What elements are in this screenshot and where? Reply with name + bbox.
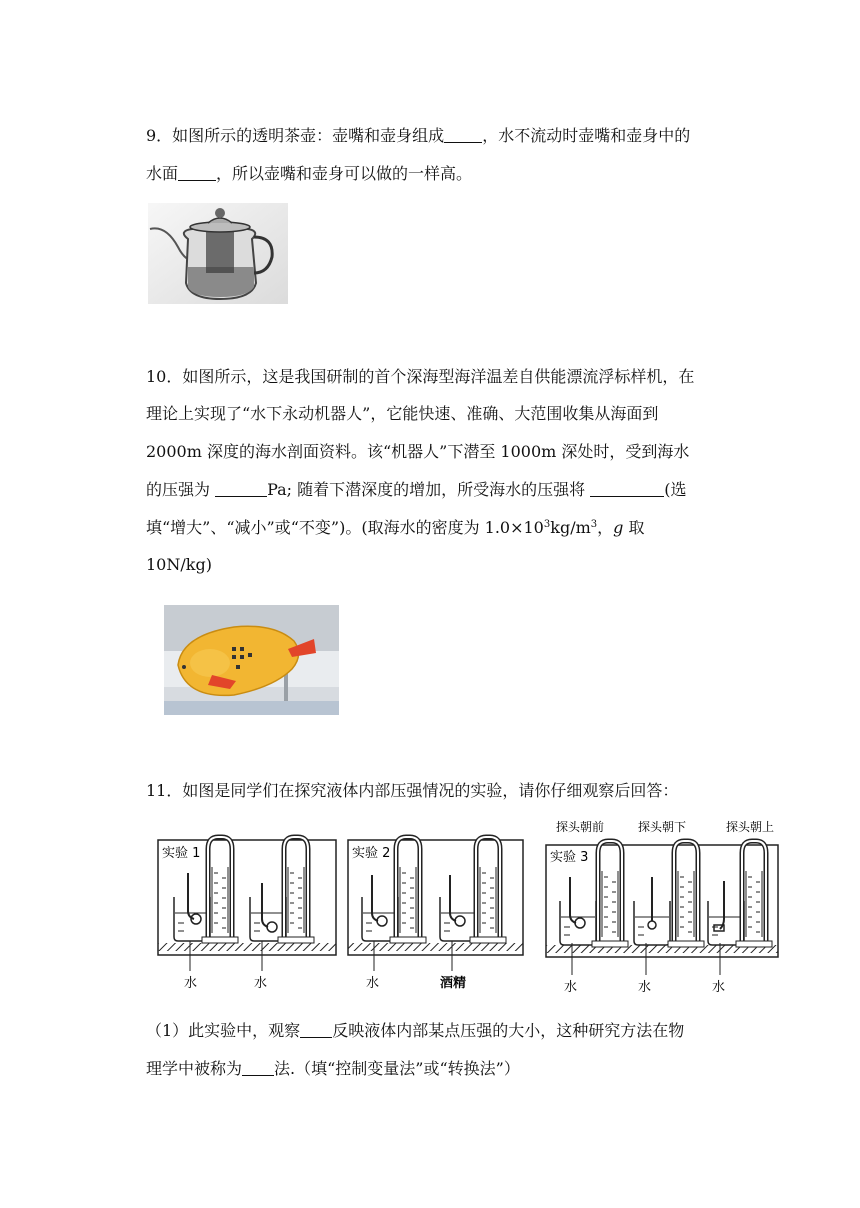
answer-blank — [300, 1021, 332, 1038]
liquid-label: 酒精 — [440, 976, 467, 991]
answer-blank — [590, 480, 664, 497]
answer-blank — [178, 164, 216, 181]
q9-line1: 9．如图所示的透明茶壶：壶嘴和壶身组成 ，水不流动时壶嘴和壶身中的 — [146, 126, 691, 145]
probe-front-label: 探头朝前 — [556, 820, 605, 834]
experiment-figure — [150, 815, 790, 1000]
liquid-label: 水 — [184, 976, 198, 991]
q9-line2: 水面 ，所以壶嘴和壶身可以做的一样高。 — [146, 164, 473, 183]
probe-up-label: 探头朝上 — [726, 820, 775, 834]
robot-photo — [164, 605, 339, 715]
q10-line6: 10N/kg) — [146, 555, 212, 574]
panel3-label: 实验 3 — [550, 850, 589, 865]
q11-sub1-line1: （1）此实验中，观察 反映液体内部某点压强的大小，这种研究方法在物 — [146, 1021, 685, 1040]
q11-sub1-line2: 理学中被称为 法.（填“控制变量法”或“转换法”） — [146, 1059, 520, 1078]
answer-blank — [444, 126, 482, 143]
liquid-label: 水 — [366, 976, 380, 991]
answer-blank — [215, 480, 267, 497]
q10-line5: 填“增大”、“减小”或“不变”)。(取海水的密度为 $1.0\times 10^3kg/m^3$，g 取 — [146, 518, 645, 537]
answer-blank — [242, 1059, 274, 1076]
q10-line1: 10．如图所示，这是我国研制的首个深海型海洋温差自供能漂流浮标样机，在 — [146, 367, 695, 386]
q10-line2: 理论上实现了“水下永动机器人”，它能快速、准确、大范围收集从海面到 — [146, 404, 659, 423]
liquid-label: 水 — [712, 980, 726, 995]
liquid-label: 水 — [638, 980, 652, 995]
teapot-photo — [148, 203, 288, 304]
q10-line4: 的压强为 Pa; 随着下潜深度的增加，所受海水的压强将 (选 — [146, 480, 687, 499]
liquid-label: 水 — [254, 976, 268, 991]
q10-line3: 2000m 深度的海水剖面资料。该“机器人”下潜至 1000m 深处时，受到海水 — [146, 442, 690, 461]
panel1-label: 实验 1 — [162, 846, 201, 861]
panel2-label: 实验 2 — [352, 846, 391, 861]
liquid-label: 水 — [564, 980, 578, 995]
probe-down-label: 探头朝下 — [638, 820, 687, 834]
q11-line1: 11．如图是同学们在探究液体内部压强情况的实验，请你仔细观察后回答： — [146, 781, 679, 800]
